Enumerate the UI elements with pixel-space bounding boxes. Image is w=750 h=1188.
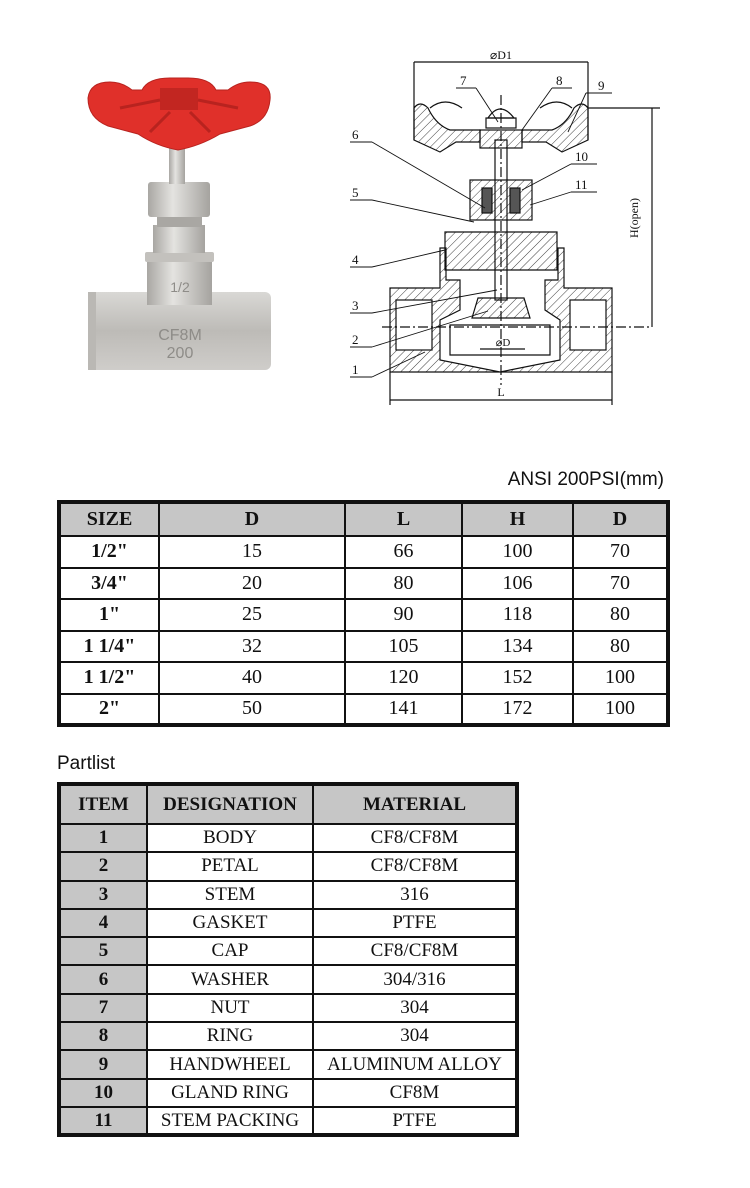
cell-h: 134 bbox=[462, 631, 573, 663]
cell-d1: 80 bbox=[573, 599, 668, 631]
cell-l: 80 bbox=[345, 568, 462, 600]
cell-material: PTFE bbox=[313, 909, 517, 937]
marking-pressure: 200 bbox=[166, 345, 194, 362]
cell-item: 8 bbox=[59, 1022, 147, 1050]
valve-product-photo bbox=[60, 60, 300, 400]
table-row bbox=[59, 694, 668, 726]
cell-h: 106 bbox=[462, 568, 573, 600]
table-row bbox=[59, 1079, 517, 1107]
callout-1: 1 bbox=[352, 362, 359, 377]
table-header-row bbox=[59, 502, 668, 536]
cell-h: 172 bbox=[462, 694, 573, 726]
cell-designation: HANDWHEEL bbox=[147, 1050, 313, 1078]
cell-material: CF8M bbox=[313, 1079, 517, 1107]
callout-5: 5 bbox=[352, 185, 359, 200]
marking-material: CF8M bbox=[158, 327, 202, 344]
cell-d: 20 bbox=[159, 568, 345, 600]
dim-h: H(open) bbox=[627, 198, 641, 238]
cell-d1: 70 bbox=[573, 536, 668, 568]
table-row bbox=[59, 1050, 517, 1078]
table-row bbox=[59, 881, 517, 909]
table-row bbox=[59, 937, 517, 965]
cell-d: 40 bbox=[159, 662, 345, 694]
header-l: L bbox=[345, 502, 462, 536]
cell-designation: BODY bbox=[147, 824, 313, 852]
callout-6: 6 bbox=[352, 127, 359, 142]
cell-l: 90 bbox=[345, 599, 462, 631]
cell-d: 32 bbox=[159, 631, 345, 663]
cell-designation: GLAND RING bbox=[147, 1079, 313, 1107]
callout-2: 2 bbox=[352, 332, 359, 347]
cell-d1: 100 bbox=[573, 662, 668, 694]
parts-table-caption: Partlist bbox=[57, 753, 116, 774]
cell-item: 5 bbox=[59, 937, 147, 965]
cell-item: 4 bbox=[59, 909, 147, 937]
callout-7: 7 bbox=[460, 73, 467, 88]
cell-d: 50 bbox=[159, 694, 345, 726]
dimensions-table bbox=[57, 500, 670, 727]
cell-d1: 100 bbox=[573, 694, 668, 726]
callout-8: 8 bbox=[556, 73, 563, 88]
cell-h: 100 bbox=[462, 536, 573, 568]
marking-size: 1/2 bbox=[170, 279, 190, 295]
cell-designation: CAP bbox=[147, 937, 313, 965]
table-row bbox=[59, 662, 668, 694]
cell-item: 2 bbox=[59, 852, 147, 880]
cell-material: CF8/CF8M bbox=[313, 852, 517, 880]
cell-size: 2" bbox=[59, 694, 159, 726]
cell-size: 1 1/2" bbox=[59, 662, 159, 694]
spec-table-caption: ANSI 200PSI(mm) bbox=[507, 469, 664, 490]
table-row bbox=[59, 824, 517, 852]
callout-10: 10 bbox=[575, 149, 588, 164]
header-d: D bbox=[159, 502, 345, 536]
callout-3: 3 bbox=[352, 298, 359, 313]
table-row bbox=[59, 568, 668, 600]
header-h: H bbox=[462, 502, 573, 536]
table-row bbox=[59, 852, 517, 880]
cell-material: 304 bbox=[313, 1022, 517, 1050]
callout-4: 4 bbox=[352, 252, 359, 267]
table-row bbox=[59, 536, 668, 568]
cell-l: 120 bbox=[345, 662, 462, 694]
table-header-row bbox=[59, 784, 517, 824]
callout-9: 9 bbox=[598, 78, 605, 93]
cell-designation: STEM bbox=[147, 881, 313, 909]
header-material: MATERIAL bbox=[313, 784, 517, 824]
cell-l: 141 bbox=[345, 694, 462, 726]
valve-cross-section-drawing bbox=[335, 45, 665, 415]
table-row bbox=[59, 909, 517, 937]
cell-material: 304 bbox=[313, 994, 517, 1022]
cell-item: 3 bbox=[59, 881, 147, 909]
cell-d: 15 bbox=[159, 536, 345, 568]
cell-item: 7 bbox=[59, 994, 147, 1022]
cell-designation: GASKET bbox=[147, 909, 313, 937]
header-designation: DESIGNATION bbox=[147, 784, 313, 824]
cell-size: 1/2" bbox=[59, 536, 159, 568]
dim-l: L bbox=[497, 385, 505, 399]
cell-item: 1 bbox=[59, 824, 147, 852]
cell-item: 10 bbox=[59, 1079, 147, 1107]
dim-d1: ⌀D1 bbox=[490, 48, 512, 62]
cell-material: 304/316 bbox=[313, 965, 517, 993]
cell-d1: 70 bbox=[573, 568, 668, 600]
cell-item: 6 bbox=[59, 965, 147, 993]
table-row bbox=[59, 599, 668, 631]
header-size: SIZE bbox=[59, 502, 159, 536]
header-d1: D bbox=[573, 502, 668, 536]
header-item: ITEM bbox=[59, 784, 147, 824]
cell-material: PTFE bbox=[313, 1107, 517, 1135]
cell-h: 152 bbox=[462, 662, 573, 694]
cell-d1: 80 bbox=[573, 631, 668, 663]
cell-material: CF8/CF8M bbox=[313, 937, 517, 965]
cell-material: 316 bbox=[313, 881, 517, 909]
dim-d: ⌀D bbox=[495, 337, 511, 349]
cell-designation: NUT bbox=[147, 994, 313, 1022]
cell-d: 25 bbox=[159, 599, 345, 631]
cell-designation: PETAL bbox=[147, 852, 313, 880]
cell-designation: STEM PACKING bbox=[147, 1107, 313, 1135]
table-row bbox=[59, 1107, 517, 1135]
cell-size: 1 1/4" bbox=[59, 631, 159, 663]
cell-item: 11 bbox=[59, 1107, 147, 1135]
cell-size: 3/4" bbox=[59, 568, 159, 600]
cell-l: 66 bbox=[345, 536, 462, 568]
cell-designation: RING bbox=[147, 1022, 313, 1050]
table-row bbox=[59, 1022, 517, 1050]
table-row bbox=[59, 965, 517, 993]
cell-material: ALUMINUM ALLOY bbox=[313, 1050, 517, 1078]
cell-h: 118 bbox=[462, 599, 573, 631]
cell-l: 105 bbox=[345, 631, 462, 663]
table-row bbox=[59, 994, 517, 1022]
table-row bbox=[59, 631, 668, 663]
parts-table bbox=[57, 782, 519, 1137]
cell-material: CF8/CF8M bbox=[313, 824, 517, 852]
cell-item: 9 bbox=[59, 1050, 147, 1078]
cell-designation: WASHER bbox=[147, 965, 313, 993]
callout-11: 11 bbox=[575, 177, 588, 192]
cell-size: 1" bbox=[59, 599, 159, 631]
